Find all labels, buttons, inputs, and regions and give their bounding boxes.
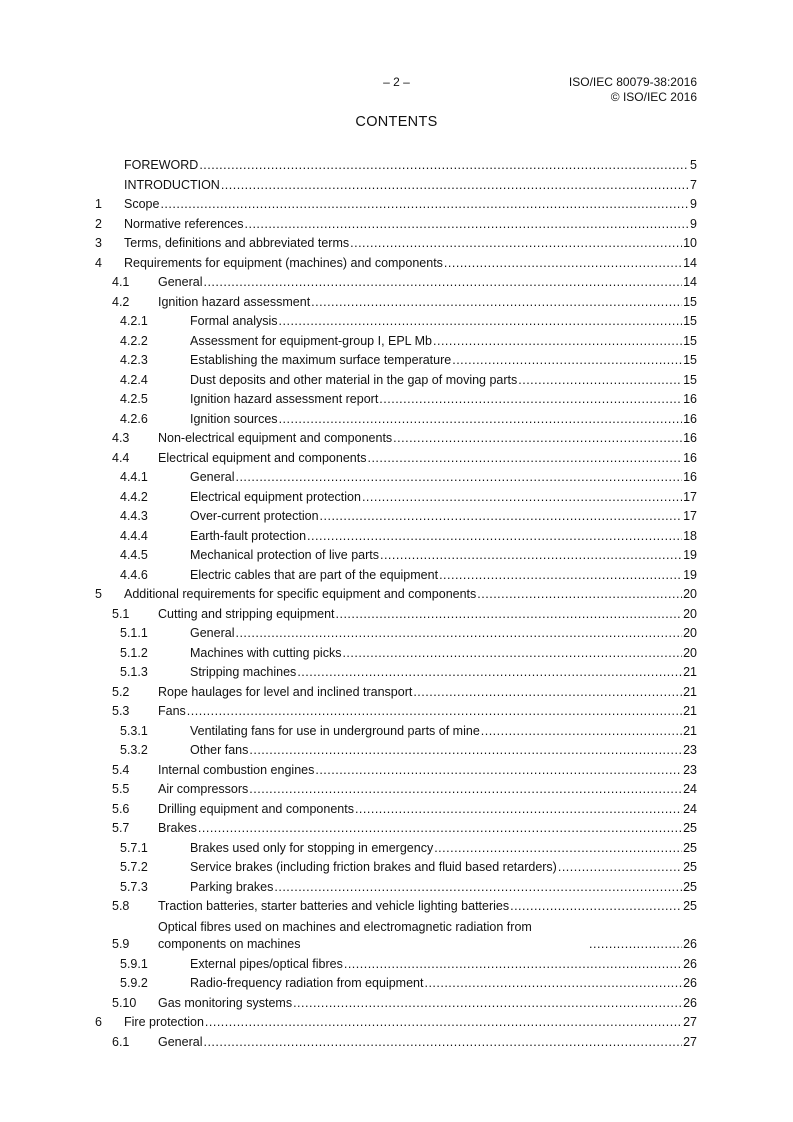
dot-leader [205, 1013, 682, 1033]
toc-entry-page: 20 [683, 645, 697, 660]
toc-entry[interactable] [95, 1033, 697, 1053]
toc-entry-title: Dust deposits and other material in the gap of moving parts [190, 372, 518, 387]
dot-leader [510, 897, 682, 917]
dot-leader [279, 312, 683, 332]
toc-entry[interactable] [95, 293, 697, 313]
toc-entry[interactable] [95, 974, 697, 994]
toc-entry[interactable] [95, 176, 697, 196]
toc-entry[interactable] [95, 332, 697, 352]
toc-entry-title: Cutting and stripping equipment [158, 606, 335, 621]
dot-leader [413, 683, 682, 703]
toc-entry-page: 21 [683, 704, 697, 718]
toc-entry-number: 4.1 [112, 275, 130, 289]
toc-entry-page: 7 [690, 177, 697, 192]
toc-entry-number: 5.7.2 [120, 860, 148, 874]
toc-entry-page: 25 [683, 821, 697, 835]
toc-entry[interactable] [95, 488, 697, 508]
toc-entry-page: 16 [683, 411, 697, 426]
toc-entry-number: 4.4.4 [120, 528, 148, 543]
toc-entry-title: Ventilating fans for use in underground parts of mine [190, 723, 480, 738]
dot-leader [160, 195, 689, 215]
toc-entry-page: 27 [683, 1034, 697, 1049]
toc-entry-number: 5.1 [112, 606, 130, 621]
dot-leader [279, 410, 683, 430]
toc-entry-title: Mechanical protection of live parts [190, 548, 379, 562]
toc-entry[interactable] [95, 234, 697, 254]
toc-entry[interactable] [95, 468, 697, 488]
toc-entry-number: 5.4 [112, 762, 130, 777]
toc-entry-number: 5.10 [112, 995, 137, 1010]
toc-entry-number: 4.4.6 [120, 567, 148, 582]
toc-entry[interactable] [95, 761, 697, 781]
toc-entry-title: Radio-frequency radiation from equipment [190, 976, 424, 990]
dot-leader [434, 839, 682, 859]
toc-entry-number: 4.2.1 [120, 314, 148, 328]
dot-leader [344, 955, 682, 975]
dot-leader [481, 722, 682, 742]
dot-leader [452, 351, 682, 371]
dot-leader [203, 1033, 682, 1053]
toc-entry-page: 26 [683, 976, 697, 990]
toc-entry-title: Other fans [190, 743, 249, 757]
table-of-contents [95, 156, 697, 1052]
toc-entry-number: 5.7.1 [120, 840, 148, 855]
toc-entry-number: 4.2.6 [120, 411, 148, 426]
toc-entry-title: Over-current protection [190, 509, 319, 523]
toc-entry-title: General [158, 1034, 203, 1049]
toc-entry-page: 21 [683, 723, 697, 738]
toc-entry-title: Normative references [124, 216, 244, 231]
toc-entry-title: Ignition sources [190, 411, 278, 426]
toc-entry-page: 23 [683, 762, 697, 777]
toc-entry-page: 20 [683, 606, 697, 621]
toc-entry[interactable] [95, 994, 697, 1014]
toc-entry-number: 5.7.3 [120, 879, 148, 894]
dot-leader [558, 858, 682, 878]
toc-entry-number: 5.7 [112, 821, 130, 835]
toc-entry[interactable] [95, 429, 697, 449]
toc-entry-number: 4.2.3 [120, 353, 148, 367]
toc-entry-title: Gas monitoring systems [158, 995, 293, 1010]
toc-entry-title: Formal analysis [190, 314, 278, 328]
toc-entry[interactable] [95, 702, 697, 722]
toc-entry-title: Fans [158, 704, 186, 718]
toc-entry-number: 5.1.1 [120, 626, 148, 640]
dot-leader [315, 761, 682, 781]
toc-entry-title: Earth-fault protection [190, 528, 307, 543]
toc-entry-page: 15 [683, 353, 697, 367]
toc-entry-page: 16 [683, 450, 697, 465]
toc-entry-title: Electrical equipment and components [158, 450, 367, 465]
dot-leader [350, 234, 682, 254]
dot-leader [477, 585, 682, 605]
toc-entry-number: 4.2.4 [120, 372, 148, 387]
toc-entry-page: 15 [683, 294, 697, 309]
toc-entry[interactable] [95, 156, 697, 176]
toc-entry-page: 5 [690, 158, 697, 172]
toc-entry-page: 18 [683, 528, 697, 543]
dot-leader [439, 566, 682, 586]
dot-leader [380, 546, 682, 566]
toc-entry[interactable] [95, 800, 697, 820]
toc-entry-number: 6.1 [112, 1034, 130, 1049]
standard-id: ISO/IEC 80079-38:2016 [568, 75, 697, 89]
toc-entry-number: 4 [95, 255, 102, 270]
page-number: – 2 – [383, 75, 410, 89]
toc-entry-page: 25 [683, 860, 697, 874]
toc-entry-title: Machines with cutting picks [190, 645, 342, 660]
toc-entry-number: 6 [95, 1015, 102, 1029]
toc-entry-title: Non-electrical equipment and components [158, 431, 393, 445]
page-title: CONTENTS [355, 114, 438, 130]
toc-entry-title: Additional requirements for specific equipment and components [124, 587, 477, 601]
toc-entry-number: 5.9 [112, 936, 130, 951]
dot-leader [444, 254, 682, 274]
toc-entry-page: 19 [683, 548, 697, 562]
toc-entry[interactable] [95, 527, 697, 547]
toc-entry-number: 5.6 [112, 801, 130, 816]
toc-entry-title: Assessment for equipment-group I, EPL Mb [190, 333, 433, 348]
dot-leader [307, 527, 682, 547]
toc-entry-title: Electric cables that are part of the equipment [190, 567, 439, 582]
toc-entry-page: 21 [683, 684, 697, 699]
dot-leader [203, 273, 682, 293]
toc-entry[interactable] [95, 566, 697, 586]
toc-entry[interactable] [95, 1013, 697, 1033]
toc-entry[interactable] [95, 624, 697, 644]
toc-entry-page: 27 [683, 1015, 697, 1029]
toc-entry-title: Ignition hazard assessment [158, 294, 311, 309]
toc-entry-page: 19 [683, 567, 697, 582]
dot-leader [393, 429, 682, 449]
toc-entry-title: Parking brakes [190, 879, 274, 894]
toc-entry[interactable] [95, 955, 697, 975]
dot-leader [367, 449, 682, 469]
dot-leader [379, 390, 682, 410]
toc-entry-title: Drilling equipment and components [158, 801, 354, 816]
toc-entry-title: Requirements for equipment (machines) and components [124, 255, 443, 270]
toc-entry-page: 9 [690, 197, 697, 211]
toc-entry-page: 16 [683, 470, 697, 484]
toc-entry-number: 5.8 [112, 899, 130, 913]
toc-entry-title: Ignition hazard assessment report [190, 392, 379, 406]
toc-entry-title: INTRODUCTION [124, 177, 220, 192]
dot-leader [249, 780, 682, 800]
dot-leader [342, 644, 682, 664]
toc-entry[interactable] [95, 644, 697, 664]
toc-entry-title: Rope haulages for level and inclined transport [158, 684, 413, 699]
toc-entry-page: 17 [683, 489, 697, 504]
toc-entry-number: 3 [95, 236, 102, 250]
toc-entry-title: Fire protection [124, 1015, 204, 1029]
toc-entry[interactable] [95, 273, 697, 293]
toc-entry[interactable] [95, 312, 697, 332]
toc-entry-page: 23 [683, 743, 697, 757]
toc-entry[interactable] [95, 897, 697, 917]
toc-entry-title: External pipes/optical fibres [190, 956, 343, 971]
toc-entry-page: 14 [683, 275, 697, 289]
toc-entry[interactable] [95, 195, 697, 215]
toc-entry[interactable] [95, 683, 697, 703]
toc-entry[interactable] [95, 371, 697, 391]
dot-leader [274, 878, 682, 898]
toc-entry[interactable] [95, 741, 697, 761]
toc-entry-title: Scope [124, 197, 160, 211]
toc-entry-title: Electrical equipment protection [190, 489, 361, 504]
toc-entry-page: 25 [683, 899, 697, 913]
dot-leader [235, 468, 682, 488]
toc-entry-page: 14 [683, 255, 697, 270]
toc-entry-page: 25 [683, 840, 697, 855]
toc-entry-number: 4.2 [112, 294, 130, 309]
toc-entry-number: 4.2.2 [120, 333, 148, 348]
toc-entry-number: 4.4.3 [120, 509, 148, 523]
toc-entry-number: 5 [95, 587, 102, 601]
dot-leader [293, 994, 682, 1014]
dot-leader [249, 741, 682, 761]
toc-entry-page: 26 [683, 956, 697, 971]
dot-leader [362, 488, 682, 508]
dot-leader [336, 605, 683, 625]
toc-entry[interactable] [95, 605, 697, 625]
toc-entry-number: 5.2 [112, 684, 130, 699]
toc-entry-title: Internal combustion engines [158, 762, 315, 777]
toc-entry-title: Establishing the maximum surface temperature [190, 353, 452, 367]
toc-entry[interactable] [95, 663, 697, 683]
toc-entry-number: 5.3.2 [120, 743, 148, 757]
toc-entry-page: 9 [690, 216, 697, 231]
toc-entry[interactable] [95, 819, 697, 839]
toc-entry-number: 4.4.1 [120, 470, 148, 484]
toc-entry-number: 5.3.1 [120, 723, 148, 738]
toc-entry-number: 1 [95, 197, 102, 211]
copyright-notice: © ISO/IEC 2016 [610, 90, 697, 104]
toc-entry-page: 24 [683, 801, 697, 816]
toc-entry-number: 5.1.3 [120, 665, 148, 679]
toc-entry-title: General [158, 275, 203, 289]
dot-leader [297, 663, 682, 683]
toc-entry[interactable] [95, 507, 697, 527]
toc-entry-page: 20 [683, 626, 697, 640]
dot-leader [235, 624, 682, 644]
dot-leader [198, 819, 682, 839]
dot-leader [187, 702, 682, 722]
toc-entry-page: 21 [683, 665, 697, 679]
dot-leader [245, 215, 690, 235]
dot-leader [518, 371, 682, 391]
dot-leader [311, 293, 682, 313]
toc-entry-number: 2 [95, 216, 102, 231]
document-header [569, 75, 697, 105]
toc-entry-page: 25 [683, 879, 697, 894]
toc-entry-page: 20 [683, 587, 697, 601]
toc-entry-number: 5.9.2 [120, 976, 148, 990]
toc-entry-number: 4.4.2 [120, 489, 148, 504]
toc-entry-page: 15 [683, 314, 697, 328]
toc-entry-title: Brakes used only for stopping in emergency [190, 840, 434, 855]
toc-entry[interactable] [95, 917, 697, 955]
toc-entry-page: 16 [683, 431, 697, 445]
toc-entry[interactable] [95, 449, 697, 469]
toc-entry-number: 4.2.5 [120, 392, 148, 406]
toc-entry-title: Service brakes (including friction brakes and fluid based retarders) [190, 860, 557, 874]
toc-entry-page: 26 [683, 936, 697, 951]
toc-entry[interactable] [95, 780, 697, 800]
toc-entry-page: 16 [683, 392, 697, 406]
toc-entry-title: General [190, 626, 235, 640]
toc-entry-number: 5.9.1 [120, 956, 148, 971]
dot-leader [589, 936, 682, 953]
toc-entry-number: 4.3 [112, 431, 130, 445]
toc-entry[interactable] [95, 585, 697, 605]
toc-entry-title: Traction batteries, starter batteries and vehicle lighting batteries [158, 899, 510, 913]
toc-entry-number: 5.1.2 [120, 645, 148, 660]
toc-entry-title: Air compressors [158, 782, 249, 796]
toc-entry-title: Stripping machines [190, 665, 297, 679]
toc-entry[interactable] [95, 390, 697, 410]
toc-entry-title: FOREWORD [124, 158, 199, 172]
toc-entry-page: 10 [683, 236, 697, 250]
dot-leader [355, 800, 682, 820]
toc-entry[interactable] [95, 410, 697, 430]
toc-entry-title: General [190, 470, 235, 484]
toc-entry-title: Optical fibres used on machines and electromagnetic radiation from components on machines [158, 919, 532, 951]
dot-leader [199, 156, 689, 176]
toc-entry[interactable] [95, 839, 697, 859]
toc-entry[interactable] [95, 215, 697, 235]
toc-entry[interactable] [95, 722, 697, 742]
toc-entry-page: 26 [683, 995, 697, 1010]
toc-entry-page: 15 [683, 372, 697, 387]
toc-entry-title: Terms, definitions and abbreviated terms [124, 236, 350, 250]
dot-leader [320, 507, 683, 527]
toc-entry-page: 17 [683, 509, 697, 523]
dot-leader [221, 176, 689, 196]
toc-entry[interactable] [95, 546, 697, 566]
toc-entry-page: 15 [683, 333, 697, 348]
toc-entry-number: 4.4.5 [120, 548, 148, 562]
toc-entry[interactable] [95, 254, 697, 274]
toc-entry-number: 5.3 [112, 704, 130, 718]
toc-entry[interactable] [95, 858, 697, 878]
toc-entry-title: Brakes [158, 821, 197, 835]
dot-leader [433, 332, 682, 352]
toc-entry-number: 4.4 [112, 450, 130, 465]
toc-entry[interactable] [95, 878, 697, 898]
dot-leader [424, 974, 682, 994]
toc-entry-page: 24 [683, 782, 697, 796]
toc-entry[interactable] [95, 351, 697, 371]
toc-entry-number: 5.5 [112, 782, 130, 796]
